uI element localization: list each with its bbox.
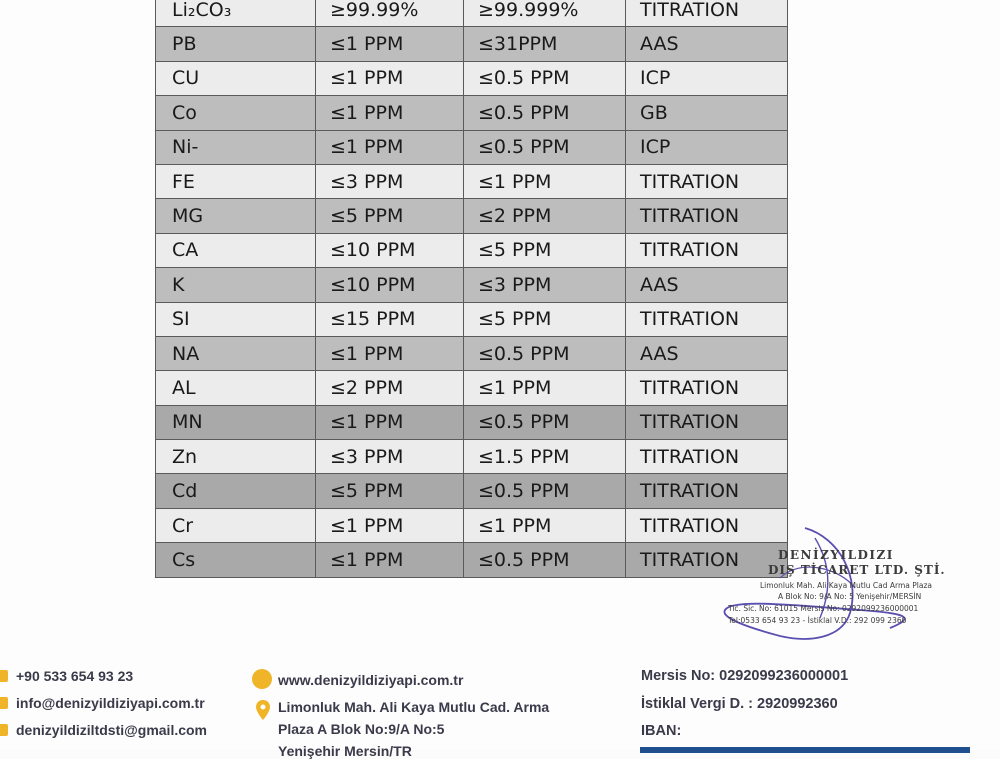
- table-row: [156, 302, 788, 336]
- cell-grade-2: ≤0.5 PPM: [464, 130, 626, 164]
- table-row: [156, 405, 788, 439]
- cell-grade-2: ≤1 PPM: [464, 508, 626, 542]
- cell-grade-2: ≤0.5 PPM: [464, 405, 626, 439]
- cell-name: Zn: [156, 440, 316, 474]
- footer-address-line-2: Plaza A Blok No:9/A No:5: [278, 721, 445, 737]
- footer-address-line-1: Limonluk Mah. Ali Kaya Mutlu Cad. Arma: [278, 699, 550, 715]
- mail-icon: [0, 724, 8, 736]
- cell-grade-1: ≤1 PPM: [316, 336, 464, 370]
- footer-iban: IBAN:: [641, 723, 682, 739]
- cell-grade-1: ≤1 PPM: [316, 96, 464, 130]
- cell-grade-1: ≤1 PPM: [316, 130, 464, 164]
- cell-grade-1: ≤5 PPM: [316, 474, 464, 508]
- cell-name: SI: [156, 302, 316, 336]
- cell-grade-1: ≤10 PPM: [316, 268, 464, 302]
- table-row: [156, 440, 788, 474]
- globe-icon: [252, 669, 272, 689]
- iban-bar: [640, 747, 970, 753]
- cell-grade-2: ≤0.5 PPM: [464, 96, 626, 130]
- stamp-name: DENİZYILDIZI: [778, 548, 894, 562]
- cell-grade-2: ≤0.5 PPM: [464, 61, 626, 95]
- cell-grade-2: ≤0.5 PPM: [464, 474, 626, 508]
- cell-grade-1: ≤1 PPM: [316, 27, 464, 61]
- spec-table-body: [156, 0, 788, 577]
- cell-grade-2: ≤3 PPM: [464, 268, 626, 302]
- cell-name: Cr: [156, 508, 316, 542]
- footer-tax: İstiklal Vergi D. : 2920992360: [641, 696, 838, 712]
- table-row: [156, 371, 788, 405]
- cell-grade-2: ≤5 PPM: [464, 302, 626, 336]
- cell-method: TITRATION: [626, 508, 788, 542]
- table-row: [156, 0, 788, 27]
- cell-grade-1: ≤1 PPM: [316, 543, 464, 577]
- cell-grade-1: ≤10 PPM: [316, 233, 464, 267]
- cell-grade-2: ≤5 PPM: [464, 233, 626, 267]
- cell-grade-2: ≤1 PPM: [464, 164, 626, 198]
- cell-name: Ni-: [156, 130, 316, 164]
- table-row: [156, 268, 788, 302]
- table-row: [156, 233, 788, 267]
- stamp-line-3: Tic. Sic. No: 61015 Mersis No: 0292099236000001: [728, 604, 919, 613]
- stamp-line-4: Tel:0533 654 93 23 - İstiklal V.D.: 292 099 2360: [728, 616, 907, 625]
- cell-method: AAS: [626, 268, 788, 302]
- cell-method: TITRATION: [626, 233, 788, 267]
- cell-name: MG: [156, 199, 316, 233]
- cell-grade-2: ≤0.5 PPM: [464, 543, 626, 577]
- footer-email-1[interactable]: info@denizyildiziyapi.com.tr: [16, 695, 205, 711]
- table-row: [156, 543, 788, 577]
- cell-grade-2: ≤31PPM: [464, 27, 626, 61]
- cell-method: TITRATION: [626, 0, 788, 27]
- cell-name: AL: [156, 371, 316, 405]
- mail-icon: [0, 697, 8, 709]
- cell-name: CU: [156, 61, 316, 95]
- cell-name: Co: [156, 96, 316, 130]
- table-row: [156, 336, 788, 370]
- cell-method: TITRATION: [626, 543, 788, 577]
- phone-icon: [0, 670, 8, 682]
- table-row: [156, 474, 788, 508]
- table-row: [156, 164, 788, 198]
- footer-website[interactable]: www.denizyildiziyapi.com.tr: [278, 672, 464, 688]
- table-row: [156, 130, 788, 164]
- cell-name: NA: [156, 336, 316, 370]
- footer: [0, 660, 1000, 759]
- cell-method: TITRATION: [626, 440, 788, 474]
- cell-method: TITRATION: [626, 302, 788, 336]
- cell-name: FE: [156, 164, 316, 198]
- cell-grade-2: ≤2 PPM: [464, 199, 626, 233]
- cell-name: Li₂CO₃: [156, 0, 316, 27]
- cell-grade-1: ≤1 PPM: [316, 405, 464, 439]
- cell-method: ICP: [626, 61, 788, 95]
- cell-name: PB: [156, 27, 316, 61]
- cell-method: TITRATION: [626, 164, 788, 198]
- cell-name: CA: [156, 233, 316, 267]
- cell-grade-2: ≤1.5 PPM: [464, 440, 626, 474]
- table-row: [156, 27, 788, 61]
- cell-name: Cd: [156, 474, 316, 508]
- stamp-line-1: Limonluk Mah. Ali Kaya Mutlu Cad Arma Plaza: [760, 581, 933, 590]
- cell-grade-1: ≤15 PPM: [316, 302, 464, 336]
- cell-grade-1: ≥99.99%: [316, 0, 464, 27]
- table-row: [156, 96, 788, 130]
- stamp-line-2: A Blok No: 9/A No: 5 Yenişehir/MERSİN: [778, 592, 922, 601]
- footer-address-line-3: Yenişehir Mersin/TR: [278, 743, 412, 759]
- footer-phone: +90 533 654 93 23: [16, 668, 134, 684]
- cell-grade-1: ≤1 PPM: [316, 508, 464, 542]
- cell-grade-2: ≤1 PPM: [464, 371, 626, 405]
- cell-name: Cs: [156, 543, 316, 577]
- cell-grade-1: ≤2 PPM: [316, 371, 464, 405]
- table-row: [156, 61, 788, 95]
- company-stamp: [720, 548, 970, 640]
- table-row: [156, 508, 788, 542]
- location-pin-icon: [256, 700, 270, 720]
- cell-method: ICP: [626, 130, 788, 164]
- cell-method: TITRATION: [626, 199, 788, 233]
- cell-grade-2: ≥99.999%: [464, 0, 626, 27]
- cell-grade-1: ≤1 PPM: [316, 61, 464, 95]
- cell-name: MN: [156, 405, 316, 439]
- spec-table: [155, 0, 788, 578]
- cell-grade-1: ≤3 PPM: [316, 164, 464, 198]
- cell-method: GB: [626, 96, 788, 130]
- footer-email-2[interactable]: denizyildiziltdsti@gmail.com: [16, 722, 208, 738]
- stamp-company: DIŞ TİCARET LTD. ŞTİ.: [768, 563, 946, 577]
- cell-grade-1: ≤3 PPM: [316, 440, 464, 474]
- cell-method: TITRATION: [626, 371, 788, 405]
- table-row: [156, 199, 788, 233]
- cell-method: AAS: [626, 27, 788, 61]
- cell-method: AAS: [626, 336, 788, 370]
- cell-grade-2: ≤0.5 PPM: [464, 336, 626, 370]
- footer-mersis: Mersis No: 0292099236000001: [641, 668, 849, 684]
- cell-method: TITRATION: [626, 474, 788, 508]
- cell-method: TITRATION: [626, 405, 788, 439]
- cell-name: K: [156, 268, 316, 302]
- cell-grade-1: ≤5 PPM: [316, 199, 464, 233]
